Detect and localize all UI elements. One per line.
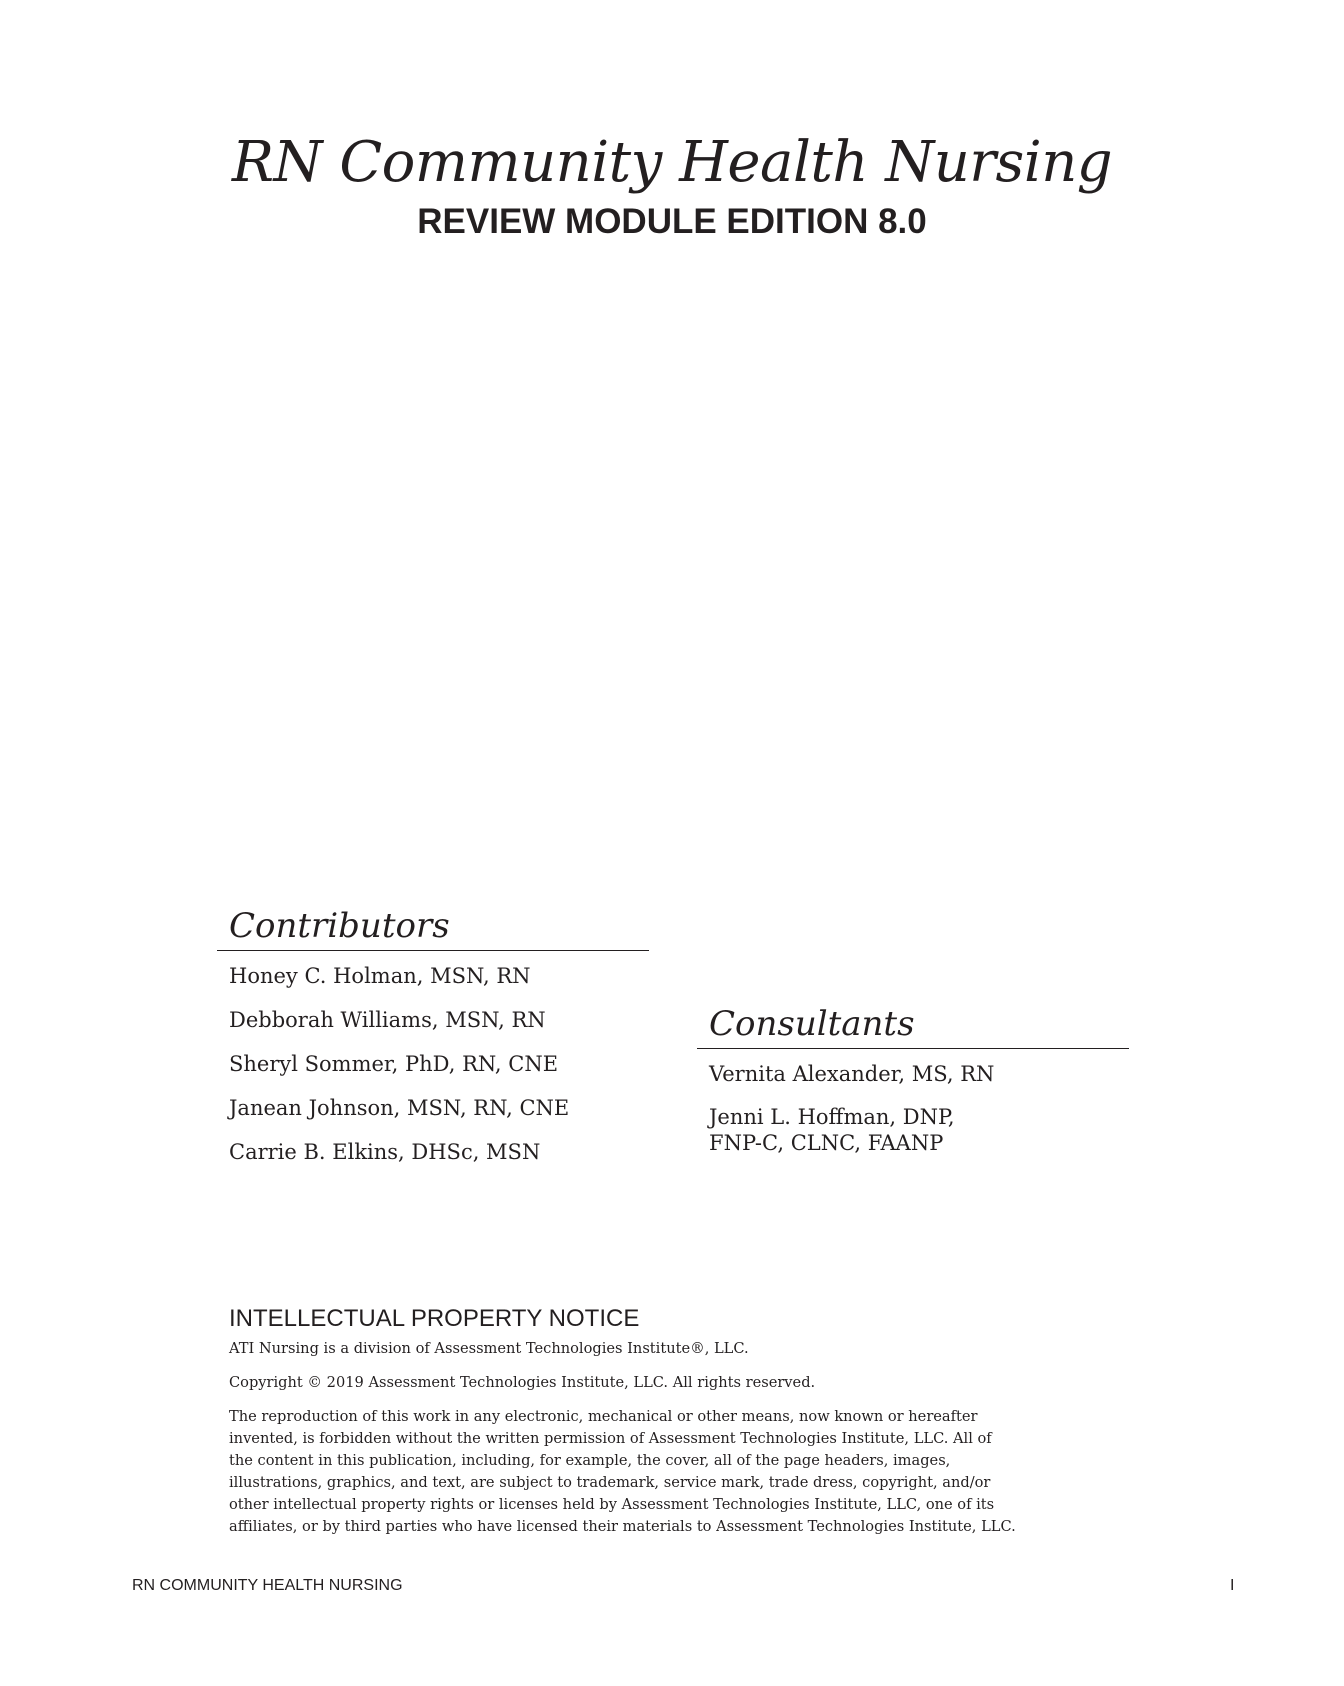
- consultants-list: [709, 1060, 994, 1160]
- contributor-name: Debborah Williams, MSN, RN: [229, 1008, 546, 1032]
- page-title: RN Community Health Nursing: [231, 130, 1113, 195]
- consultants-heading: Consultants: [697, 1002, 1129, 1049]
- notice-heading: INTELLECTUAL PROPERTY NOTICE: [229, 1305, 640, 1332]
- notice-paragraph: The reproduction of this work in any electronic, mechanical or other means, now known or hereafter invented, is forbidden without the written permission of Assessment Technologies Institute, LLC. All of the content in this publication, including, for example, the cover, all of the page headers, images, illustrations, graphics, and text, are subject to trademark, service mark, trade dress, copyright, and/or other intellectual property rights or licenses held by Assessment Technologies Institute, LLC, one of its affiliates, or by third parties who have licensed their materials to Assessment Technologies Institute, LLC.: [229, 1408, 1016, 1535]
- page-number: I: [1230, 1577, 1235, 1594]
- contributor-name: Honey C. Holman, MSN, RN: [229, 964, 531, 988]
- contributor-name: Carrie B. Elkins, DHSc, MSN: [229, 1140, 541, 1164]
- contributor-name: Janean Johnson, MSN, RN, CNE: [229, 1096, 570, 1120]
- contributors-heading: Contributors: [217, 904, 649, 951]
- running-footer-title: RN COMMUNITY HEALTH NURSING: [132, 1577, 403, 1594]
- notice-paragraph: Copyright © 2019 Assessment Technologies Institute, LLC. All rights reserved.: [229, 1374, 816, 1391]
- contributors-list: [229, 962, 569, 1182]
- page-subtitle: REVIEW MODULE EDITION 8.0: [417, 202, 927, 241]
- consultant-name: Jenni L. Hoffman, DNP, FNP-C, CLNC, FAANP: [709, 1105, 955, 1155]
- notice-paragraph: ATI Nursing is a division of Assessment Technologies Institute®, LLC.: [229, 1340, 749, 1357]
- consultant-name: Vernita Alexander, MS, RN: [709, 1062, 995, 1086]
- contributor-name: Sheryl Sommer, PhD, RN, CNE: [229, 1052, 559, 1076]
